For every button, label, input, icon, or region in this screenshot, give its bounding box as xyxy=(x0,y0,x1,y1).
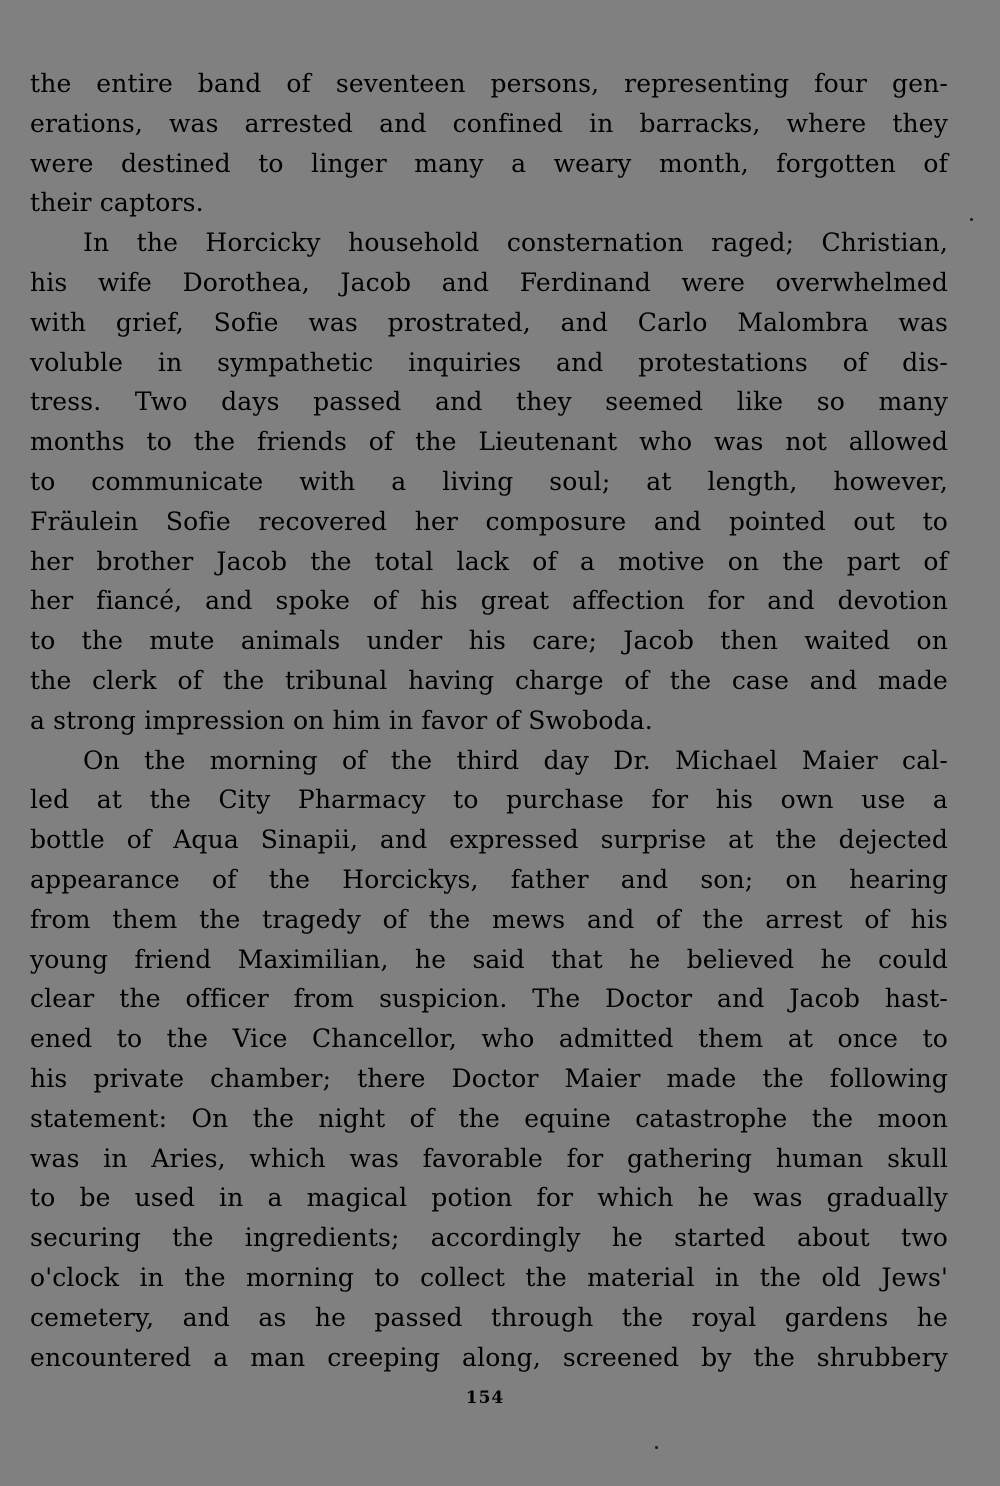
text-line: erations, was arrested and confined in barracks, where they xyxy=(30,108,948,138)
text-line: bottle of Aqua Sinapii, and expressed surprise at the dejected xyxy=(30,825,948,855)
text-line: to communicate with a living soul; at length, however, xyxy=(30,466,948,496)
text-line: voluble in sympathetic inquiries and protestations of dis- xyxy=(30,347,948,377)
text-line: tress. Two days passed and they seemed like so many xyxy=(30,387,948,417)
text-line: led at the City Pharmacy to purchase for his own use a xyxy=(30,785,948,815)
text-line: to be used in a magical potion for which he was gradually xyxy=(30,1183,948,1213)
text-line: encountered a man creeping along, screened by the shrubbery xyxy=(30,1342,948,1372)
text-line: a strong impression on him in favor of Swoboda. xyxy=(30,705,653,735)
text-line: appearance of the Horcickys, father and son; on hearing xyxy=(30,864,948,894)
text-line: the clerk of the tribunal having charge of the case and made xyxy=(30,665,948,695)
text-line: his private chamber; there Doctor Maier made the following xyxy=(30,1063,948,1093)
text-line: Fräulein Sofie recovered her composure and pointed out to xyxy=(30,506,948,536)
text-line: o'clock in the morning to collect the material in the old Jews' xyxy=(30,1262,948,1292)
text-line: ened to the Vice Chancellor, who admitted them at once to xyxy=(30,1024,948,1054)
text-line: to the mute animals under his care; Jacob then waited on xyxy=(30,626,948,656)
text-line: their captors. xyxy=(30,188,204,218)
text-line: On the morning of the third day Dr. Michael Maier cal- xyxy=(83,745,948,775)
text-line: cemetery, and as he passed through the royal gardens he xyxy=(30,1302,948,1332)
print-speck xyxy=(970,218,973,221)
text-line: securing the ingredients; accordingly he started about two xyxy=(30,1223,948,1253)
text-line: her fiancé, and spoke of his great affection for and devotion xyxy=(30,586,948,616)
text-line: with grief, Sofie was prostrated, and Carlo Malombra was xyxy=(30,307,948,337)
print-speck xyxy=(655,1446,658,1449)
text-line: from them the tragedy of the mews and of the arrest of his xyxy=(30,904,948,934)
body-text xyxy=(30,64,948,1377)
text-line: In the Horcicky household consternation raged; Christian, xyxy=(83,228,948,258)
text-line: her brother Jacob the total lack of a motive on the part of xyxy=(30,546,948,576)
text-line: months to the friends of the Lieutenant who was not allowed xyxy=(30,427,948,457)
text-line: was in Aries, which was favorable for gathering human skull xyxy=(30,1143,948,1173)
text-line: clear the officer from suspicion. The Doctor and Jacob hast- xyxy=(30,984,948,1014)
text-line: statement: On the night of the equine catastrophe the moon xyxy=(30,1103,948,1133)
text-line: were destined to linger many a weary month, forgotten of xyxy=(30,148,948,178)
text-line: young friend Maximilian, he said that he believed he could xyxy=(30,944,948,974)
page-number: 154 xyxy=(465,1388,505,1408)
text-line: the entire band of seventeen persons, representing four gen- xyxy=(30,69,948,98)
text-line: his wife Dorothea, Jacob and Ferdinand were overwhelmed xyxy=(30,267,948,297)
